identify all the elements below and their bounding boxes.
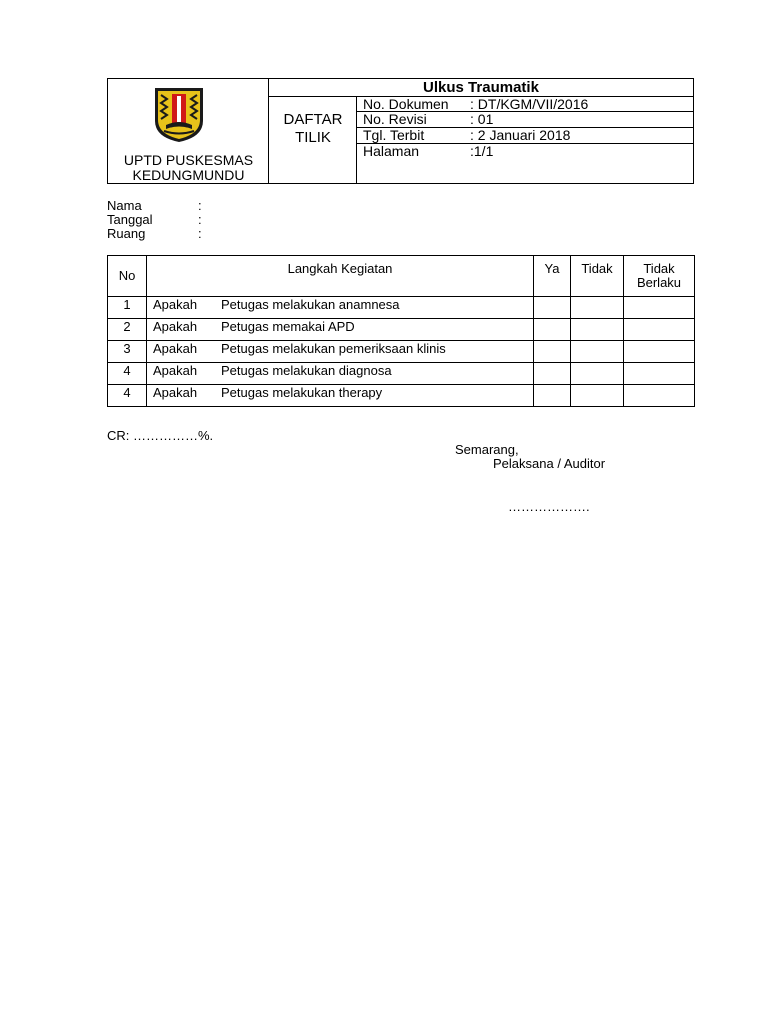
meta-row-page: Halaman :1/1 <box>363 143 494 159</box>
info-fields <box>107 199 307 241</box>
header-ya: Ya <box>534 256 571 297</box>
check-ya[interactable] <box>534 297 571 319</box>
table-row: 2 Apakah Petugas memakai APD <box>108 319 695 341</box>
check-tidak-berlaku[interactable] <box>624 297 695 319</box>
header-no: No <box>108 256 147 297</box>
organization-name: UPTD PUSKESMAS KEDUNGMUNDU <box>123 152 254 183</box>
document-type: DAFTAR TILIK <box>283 111 343 146</box>
check-tidak-berlaku[interactable] <box>624 385 695 407</box>
table-header-row <box>108 256 695 297</box>
check-ya[interactable] <box>534 363 571 385</box>
table-row: 4 Apakah Petugas melakukan therapy <box>108 385 695 407</box>
table-row: 4 Apakah Petugas melakukan diagnosa <box>108 363 695 385</box>
signature-place: Semarang, <box>455 442 519 457</box>
check-tidak-berlaku[interactable] <box>624 341 695 363</box>
header-tidak-berlaku: Tidak Berlaku <box>624 256 695 297</box>
semarang-city-emblem-icon <box>152 85 206 143</box>
check-ya[interactable] <box>534 319 571 341</box>
signature-role: Pelaksana / Auditor <box>493 456 606 471</box>
check-tidak[interactable] <box>571 341 624 363</box>
check-tidak-berlaku[interactable] <box>624 319 695 341</box>
meta-row-revision: No. Revisi : 01 <box>363 111 494 127</box>
header-step: Langkah Kegiatan <box>147 256 534 297</box>
compliance-rate: CR: ……………%. <box>107 428 214 443</box>
check-tidak[interactable] <box>571 319 624 341</box>
check-tidak[interactable] <box>571 363 624 385</box>
table-row: 3 Apakah Petugas melakukan pemeriksaan klinis <box>108 341 695 363</box>
info-field-tanggal[interactable]: Tanggal : <box>107 212 202 227</box>
meta-row-document-number: No. Dokumen : DT/KGM/VII/2016 <box>363 96 589 112</box>
check-ya[interactable] <box>534 385 571 407</box>
check-tidak[interactable] <box>571 297 624 319</box>
table-row: 1 Apakah Petugas melakukan anamnesa <box>108 297 695 319</box>
meta-row-issue-date: Tgl. Terbit : 2 Januari 2018 <box>363 127 571 143</box>
info-field-nama[interactable]: Nama : <box>107 198 202 213</box>
header-tidak: Tidak <box>571 256 624 297</box>
check-ya[interactable] <box>534 341 571 363</box>
checklist-table <box>107 255 695 407</box>
document-title: Ulkus Traumatik <box>423 79 539 96</box>
info-field-ruang[interactable]: Ruang : <box>107 226 202 241</box>
signature-line: ………………. <box>508 499 590 514</box>
check-tidak[interactable] <box>571 385 624 407</box>
document-header <box>107 78 694 184</box>
check-tidak-berlaku[interactable] <box>624 363 695 385</box>
